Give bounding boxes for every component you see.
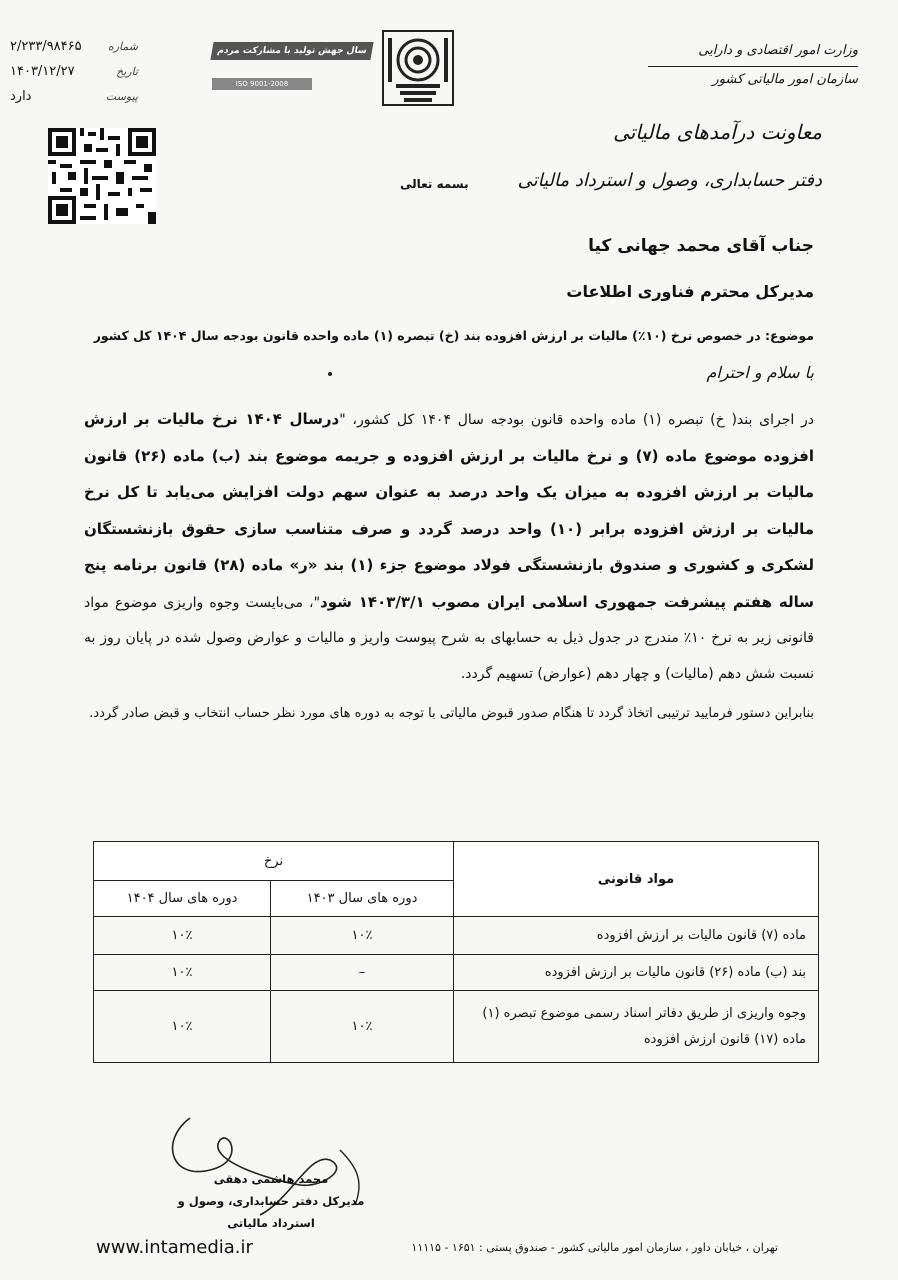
col-header-1403: دوره های سال ۱۴۰۳ [271,881,454,917]
website-link[interactable]: www.intamedia.ir [96,1237,253,1258]
attachment-row [10,84,138,109]
letter-subject: موضوع: در خصوص نرخ (۱۰٪) مالیات بر ارزش افزوده بند (خ) تبصره (۱) ماده واحده قانون بودجه سال ۱۴۰۴ کل کشور [93,328,814,343]
col-header-rate: نرخ [94,842,454,881]
ministry-name: وزارت امور اقتصادی و دارایی [698,43,858,58]
tax-organization-emblem [382,30,454,106]
number-label: شماره [107,40,138,53]
signer-name: محمد هاشمی دهقی [213,1172,329,1186]
law-cell: ماده (۷) قانون مالیات بر ارزش افزوده [454,917,819,955]
date-value: ۱۴۰۳/۱۲/۲۷ [10,64,75,79]
rate-1403-cell: ۱۰٪ [271,917,454,955]
attachment-value: دارد [10,89,32,104]
qr-code [48,128,156,224]
body-paragraph-1 [84,402,814,692]
law-cell: بند (ب) ماده (۲۶) قانون مالیات بر ارزش افزوده [454,955,819,991]
col-header-1404: دوره های سال ۱۴۰۴ [94,881,271,917]
rate-1403-cell: – [271,955,454,991]
body-paragraph-2: بنابراین دستور فرمایید ترتیبی اتخاذ گردد تا هنگام صدور قبوض مالیاتی با توجه به دوره های مورد نظر حساب انتخاب و قبض صادر گردد. [89,706,814,721]
para1-rest: "، می‌بایست وجوه واریزی موضوع مواد قانونی زیر به نرخ ۱۰٪ مندرج در جدول ذیل به حسابهای به شرح پیوست واریز و مالیات و عوارض وصول شده در پایان روز به نسبت شش دهم (مالیات) و چهار دهم (عوارض) تسهیم گردد. [84,594,814,682]
office-title: دفتر حسابداری، وصول و استرداد مالیاتی [517,170,822,191]
organization-name: سازمان امور مالیاتی کشور [712,72,858,87]
rate-1404-cell: ۱۰٪ [94,991,271,1063]
rate-1403-cell: ۱۰٪ [271,991,454,1063]
col-header-law: مواد قانونی [454,842,819,917]
para1-intro: در اجرای بند( خ) تبصره (۱) ماده واحده قانون بودجه سال ۱۴۰۴ کل کشور، " [339,412,814,428]
law-cell: وجوه واریزی از طریق دفاتر اسناد رسمی موضوع تبصره (۱) ماده (۱۷) قانون ارزش افزوده [454,991,819,1063]
number-value: ۲/۲۳۳/۹۸۴۶۵ [10,39,82,54]
greeting: با سلام و احترام [706,363,814,382]
table-row [94,955,819,991]
para1-quote: درسال ۱۴۰۴ نرخ مالیات بر ارزش افزوده موضوع ماده (۷) و نرخ مالیات بر ارزش افزوده و جریمه موضوع بند (ب) ماده (۲۶) قانون مالیات بر ارزش افزوده به میزان یک واحد درصد به عنوان سهم دولت افزایش می‌یابد تا کل نرخ مالیات بر ارزش افزوده برابر (۱۰) واحد درصد گردد و صرف متناسب سازی حقوق بازنشستگان لشکری و کشوری و صندوق بازنشستگی فولاد موضوع جزء (۱) بند «ر» ماده (۲۸) قانون برنامه پنج ساله هفتم پیشرفت جمهوری اسلامی ایران مصوب ۱۴۰۳/۳/۱ شود [84,410,815,611]
deputy-title: معاونت درآمدهای مالیاتی [613,120,822,144]
table-row [94,991,819,1063]
attachment-label: پیوست [105,90,138,103]
date-label: تاریخ [116,65,138,78]
signature-block [160,1168,382,1234]
ink-dot [328,372,332,376]
signer-title: مدیرکل دفتر حسابداری، وصول و استرداد مالیاتی [177,1194,365,1230]
ministry-header [638,38,858,93]
iso-badge: ISO 9001-2008 [212,78,312,90]
rate-1404-cell: ۱۰٪ [94,955,271,991]
letter-number-row [10,34,138,59]
recipient-name: جناب آقای محمد جهانی کیا [588,236,814,256]
letter-body [84,402,814,730]
rate-1404-cell: ۱۰٪ [94,917,271,955]
tax-rate-table [93,841,819,1063]
recipient-position: مدیرکل محترم فناوری اطلاعات [566,282,814,301]
letter-date-row [10,59,138,84]
basmala: بسمه تعالی [400,177,469,191]
postal-address: تهران ، خیابان داور ، سازمان امور مالیاتی کشور - صندوق پستی : ۱۶۵۱ - ۱۱۱۱۵ [411,1241,778,1254]
slogan-banner [182,34,372,94]
letter-meta [10,34,138,109]
table-row [94,917,819,955]
slogan-text: سال جهش تولید با مشارکت مردم [210,42,373,60]
